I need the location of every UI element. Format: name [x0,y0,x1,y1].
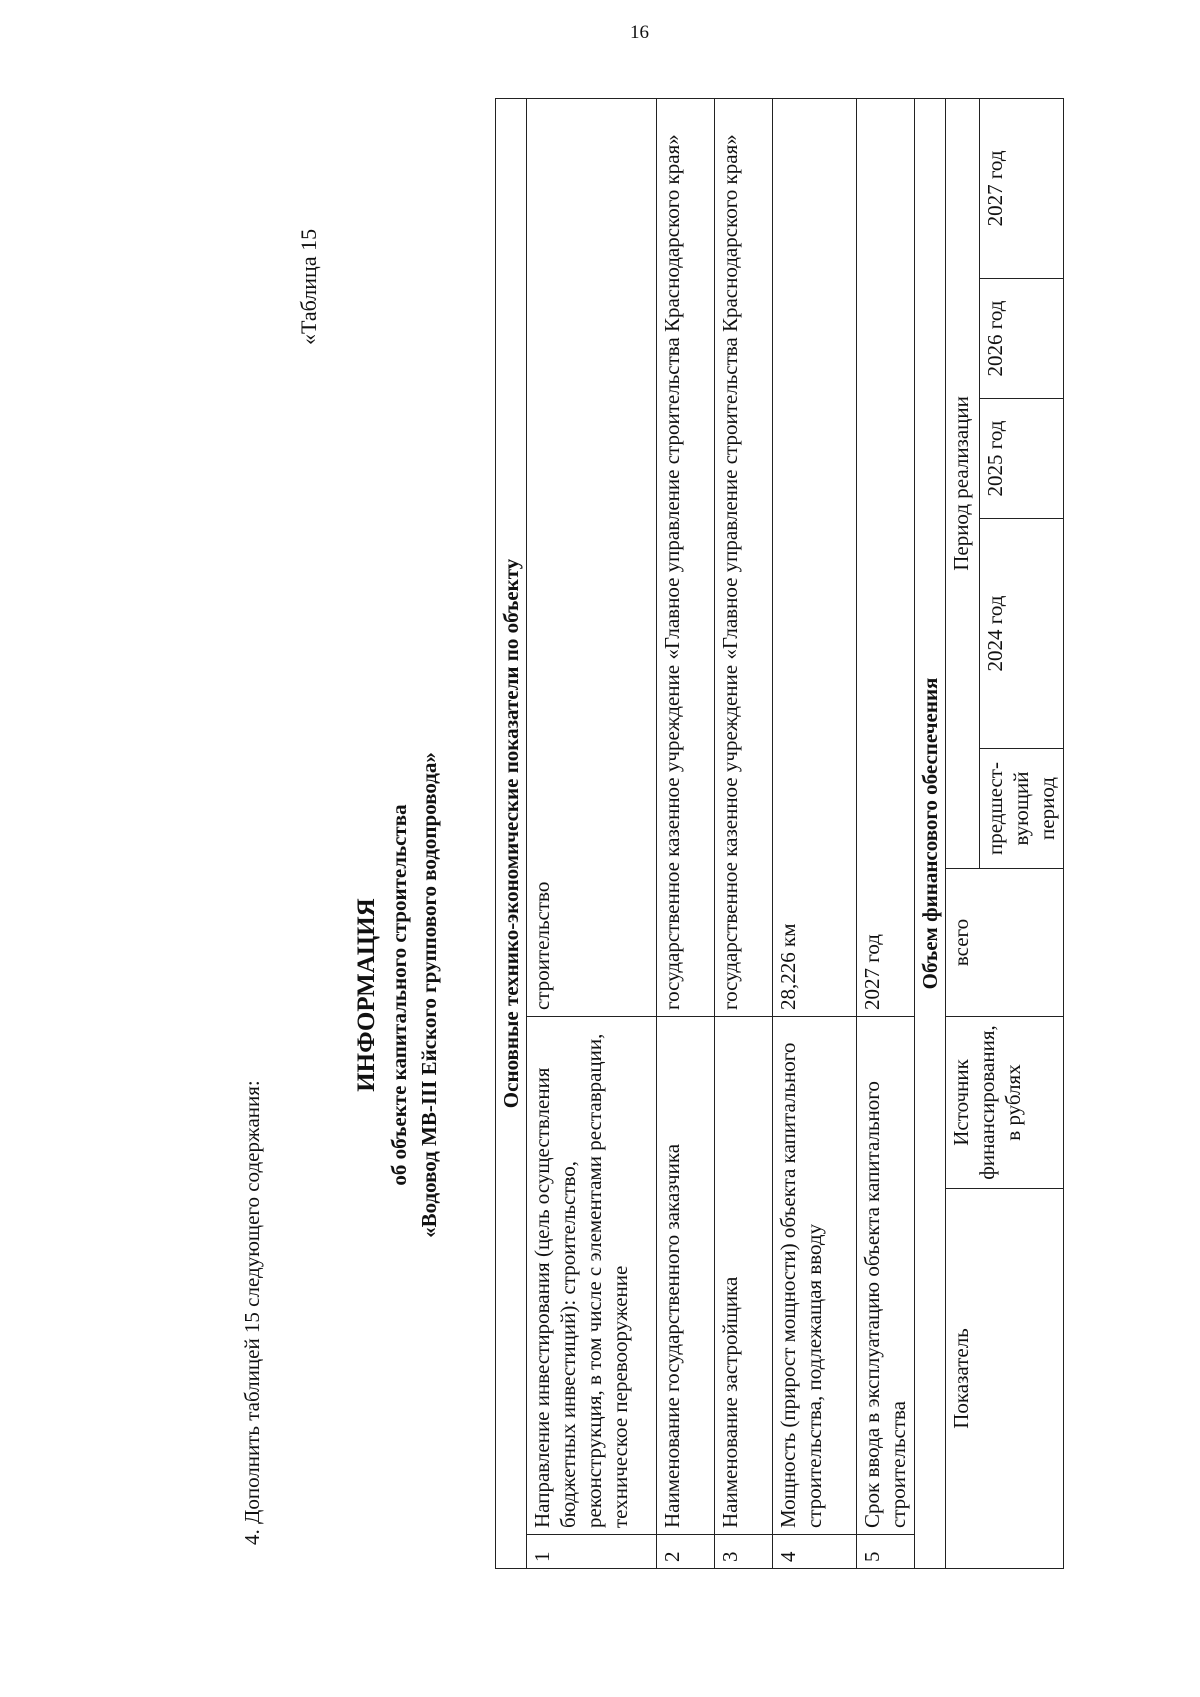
row-number: 5 [857,1535,915,1569]
header-year-2024: 2024 год [980,519,1064,749]
header-source: Источник финансирования, в рублях [946,1017,1064,1189]
title-block [350,685,444,1305]
section-row [496,98,527,1568]
row-number: 1 [527,1535,657,1569]
table-row [857,98,915,1568]
row-label: Наименование государственного заказчика [657,1017,715,1535]
row-value: 2027 год [857,98,915,1016]
title-line-1: об объекте капитального строительства [387,804,411,1186]
section-tech-title: Основные технико-экономические показатели по объекту [496,98,527,1568]
row-label: Наименование застройщика [715,1017,773,1535]
amendment-text: 4. Дополнить таблицей 15 следующего содержания: [240,1080,264,1545]
header-total: всего [946,869,1064,1017]
row-number: 2 [657,1535,715,1569]
header-year-2026: 2026 год [980,279,1064,399]
table-row [527,98,657,1568]
table-row [773,98,857,1568]
section-finance-title: Объем финансового обеспечения [915,98,946,1568]
header-year-2027: 2027 год [980,98,1064,278]
table-caption: «Таблица 15 [296,228,321,345]
info-table [495,98,1064,1569]
title-line-2: «Водовод МВ-III Ейского группового водопровода» [417,752,441,1238]
row-number: 3 [715,1535,773,1569]
header-indicator: Показатель [946,1189,1064,1569]
finance-header-row [946,98,980,1568]
row-value: государственное казенное учреждение «Главное управление строительства Краснодарского края» [657,98,715,1016]
section-row [915,98,946,1568]
row-value: строительство [527,98,657,1016]
row-label: Мощность (прирост мощности) объекта капитального строительства, подлежащая вводу [773,1017,857,1535]
header-period: Период реализации [946,98,980,868]
row-label: Направление инвестирования (цель осуществления бюджетных инвестиций): строительство, реконструкция, в том числе с элементами реставрации, техническое перевооружение [527,1017,657,1535]
row-label: Срок ввода в эксплуатацию объекта капитального строительства [857,1017,915,1535]
row-number: 4 [773,1535,857,1569]
header-previous-period: предшест-вующий период [980,749,1064,869]
row-value: 28,226 км [773,98,857,1016]
title-heading: ИНФОРМАЦИЯ [353,898,380,1092]
row-value: государственное казенное учреждение «Главное управление строительства Краснодарского края» [715,98,773,1016]
table-row [657,98,715,1568]
page-number: 16 [630,22,649,43]
header-year-2025: 2025 год [980,399,1064,519]
landscape-content [240,85,1150,1615]
table-row [715,98,773,1568]
